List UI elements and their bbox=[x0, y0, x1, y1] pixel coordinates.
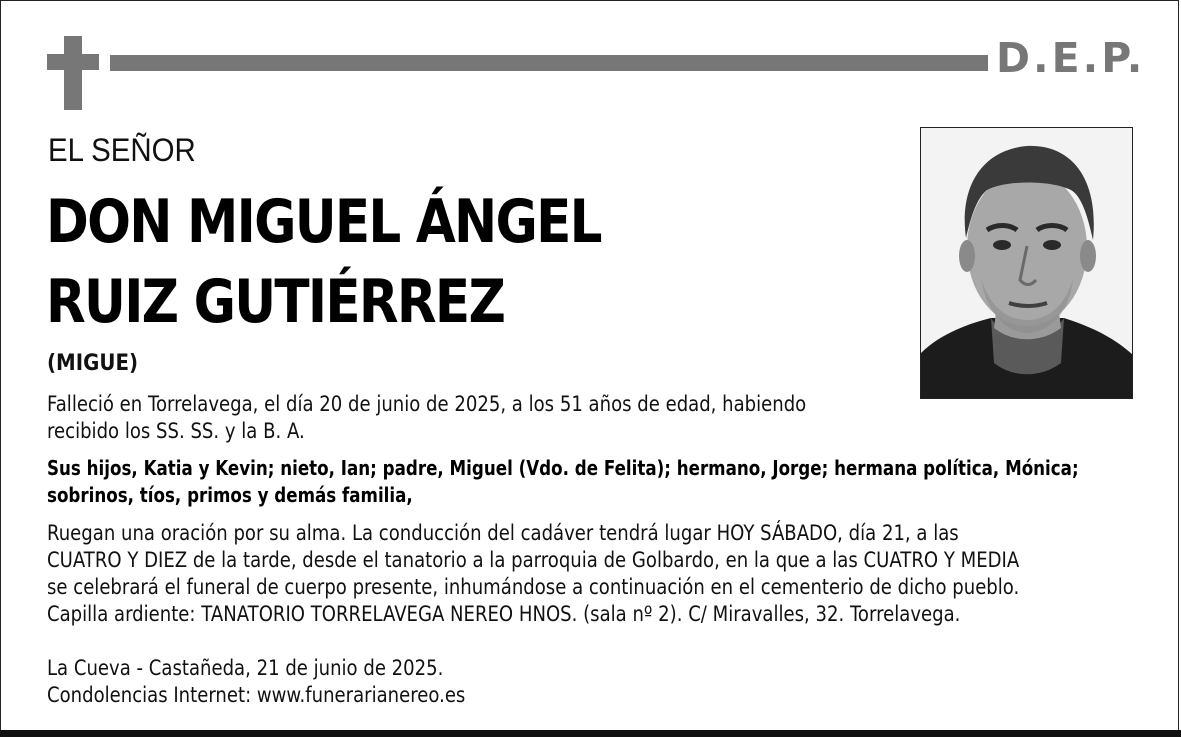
death-notice bbox=[47, 391, 806, 445]
header-rule bbox=[110, 55, 988, 71]
condolences-link: Condolencias Internet: www.funerarianereo.es bbox=[47, 683, 466, 707]
closing bbox=[47, 655, 465, 709]
death-notice-line-1: Falleció en Torrelavega, el día 20 de junio de 2025, a los 51 años de edad, habiendo bbox=[47, 392, 807, 416]
bottom-bar bbox=[0, 730, 1181, 737]
family-line-1: Sus hijos, Katia y Kevin; nieto, Ian; padre, Miguel (Vdo. de Felita); hermano, Jorge; hermana política, Mónica; bbox=[47, 456, 1079, 480]
funeral-line-4: Capilla ardiente: TANATORIO TORRELAVEGA NEREO HNOS. (sala nº 2). C/ Miravalles, 32. Torrelavega. bbox=[47, 602, 961, 626]
death-notice-line-2: recibido los SS. SS. y la B. A. bbox=[47, 419, 305, 443]
cross-icon bbox=[47, 36, 99, 110]
deceased-name bbox=[46, 182, 601, 342]
nickname: (MIGUE) bbox=[47, 351, 139, 376]
name-line-2: RUIZ GUTIÉRREZ bbox=[46, 267, 505, 337]
family-line-2: sobrinos, tíos, primos y demás familia, bbox=[47, 483, 413, 507]
dep-label: D.E.P. bbox=[996, 34, 1146, 82]
funeral-line-1: Ruegan una oración por su alma. La conducción del cadáver tendrá lugar HOY SÁBADO, día 21, a las bbox=[47, 521, 959, 545]
portrait-photo bbox=[920, 127, 1133, 399]
funeral-line-2: CUATRO Y DIEZ de la tarde, desde el tanatorio a la parroquia de Golbardo, en la que a las CUATRO Y MEDIA bbox=[47, 548, 1020, 572]
funeral-details bbox=[47, 520, 1019, 628]
name-line-1: DON MIGUEL ÁNGEL bbox=[46, 187, 601, 257]
honorific: EL SEÑOR bbox=[48, 132, 196, 168]
family-list bbox=[47, 455, 1079, 509]
place-date: La Cueva - Castañeda, 21 de junio de 2025. bbox=[47, 656, 444, 680]
funeral-line-3: se celebrará el funeral de cuerpo presente, inhumándose a continuación en el cementerio de dicho pueblo. bbox=[47, 575, 1020, 599]
